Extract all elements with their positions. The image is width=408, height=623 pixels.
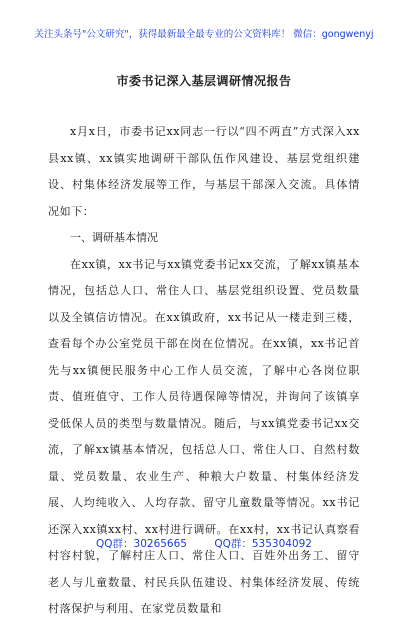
document-title: 市委书记深入基层调研情况报告 (116, 74, 292, 88)
qq-group-1: QQ群：30265665 (96, 538, 187, 550)
section-heading: 一、调研基本情况 (70, 231, 158, 244)
promo-text: 关注头条号"公文研究"，获得最新最全最专业的公文资料库！ 微信：gongwenyj (34, 29, 374, 40)
section-body-paragraph: 在xx镇，xx书记与xx镇党委书记xx交流，了解xx镇基本情况，包括总人口、常住人口、基层党组织设置、党员数量以及全镇信访情况。在xx镇政府，xx书记从一楼走到三楼，查看每个办公室党员干部在岗在位情况。在xx镇，xx书记首先与xx镇便民服务中心工作人员交流，了解中心各岗位职责、值班值守、工作人员待遇保障等情况，并询问了该镇享受低保人员的类型与数量情况。随后，与xx镇党委书记xx交流，了解xx镇基本情况，包括总人口、常住人口、自然村数量、党员数量、农业生产、种粮大户数量、村集体经济发展、人均纯收入、人均存款、留守儿童数量等情况。xx书记还深入xx镇xx村、xx村进行调研。在xx村，xx书记认真察看村容村貌，了解村庄人口、常住人口、百姓外出务工、留守老人与儿童数量、村民兵队伍建设、村集体经济发展、传统村落保护与利用、在家党员数量和 (48, 257, 360, 615)
footer-contact (0, 536, 408, 556)
intro-paragraph: x月x日，市委书记xx同志一行以“四不两直”方式深入xx县xx镇、xx镇实地调研干部队伍作风建设、基层党组织建设、村集体经济发展等工作，与基层干部深入交流。具体情况如下： (48, 125, 360, 218)
promo-banner (0, 0, 408, 46)
qq-group-2: QQ群：535304092 (214, 538, 312, 550)
